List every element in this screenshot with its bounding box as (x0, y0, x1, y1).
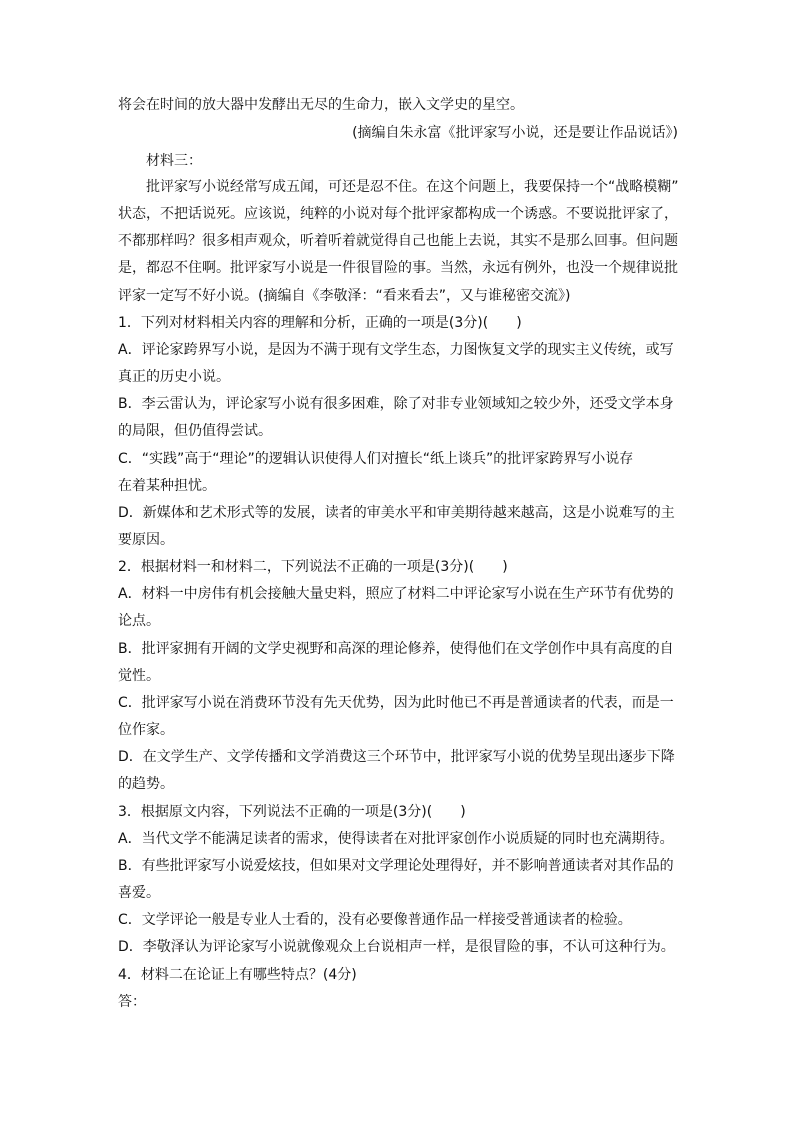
text-line: 状态，不把话说死。应该说，纯粹的小说对每个批评家都构成一个诱惑。不要说批评家了， (118, 206, 678, 222)
option-c-cont: 在着某种担忧。 (118, 478, 216, 494)
option-d-cont: 要原因。 (118, 532, 174, 548)
option-b-cont: 喜爱。 (118, 885, 160, 901)
option-a: A．材料一中房伟有机会接触大量史料，照应了材料二中评论家写小说在生产环节有优势的 (118, 586, 674, 602)
option-d: D．李敬泽认为评论家写小说就像观众上台说相声一样，是很冒险的事，不认可这种行为。 (118, 939, 675, 955)
option-a-cont: 论点。 (118, 613, 160, 629)
option-b-cont: 的局限，但仍值得尝试。 (118, 423, 272, 439)
section-heading: 材料三： (146, 153, 202, 169)
option-a: A．评论家跨界写小说，是因为不满于现有文学生态，力图恢复文学的现实主义传统，或写 (118, 342, 674, 358)
answer-label: 答： (118, 994, 146, 1010)
option-a: A．当代文学不能满足读者的需求，使得读者在对批评家创作小说质疑的同时也充满期待。 (118, 831, 674, 847)
option-b-cont: 觉性。 (118, 668, 160, 684)
text-line: 不都那样吗？很多相声观众，听着听着就觉得自己也能上去说，其实不是那么回事。但问题 (118, 233, 678, 249)
option-d-cont: 的趋势。 (118, 776, 174, 792)
option-c-cont: 位作家。 (118, 722, 174, 738)
option-b: B．李云雷认为，评论家写小说有很多困难，除了对非专业领域知之较少外，还受文学本身 (118, 396, 674, 412)
option-d: D．在文学生产、文学传播和文学消费这三个环节中，批评家写小说的优势呈现出逐步下降 (118, 749, 675, 765)
question-1: 1．下列对材料相关内容的理解和分析，正确的一项是(3分)( ) (118, 315, 522, 331)
option-d: D．新媒体和艺术形式等的发展，读者的审美水平和审美期待越来越高，这是小说难写的主 (118, 505, 675, 521)
option-b: B．批评家拥有开阔的文学史视野和高深的理论修养，使得他们在文学创作中具有高度的自 (118, 641, 674, 657)
text-line: 将会在时间的放大器中发酵出无尽的生命力，嵌入文学史的星空。 (118, 97, 524, 113)
question-4: 4．材料二在论证上有哪些特点？(4分) (118, 967, 357, 983)
option-b: B．有些批评家写小说爱炫技，但如果对文学理论处理得好，并不影响普通读者对其作品的 (118, 858, 674, 874)
option-c: C．批评家写小说在消费环节没有先天优势，因为此时他已不再是普通读者的代表，而是一 (118, 695, 674, 711)
text-line: 批评家写小说经常写成五闻，可还是忍不住。在这个问题上，我要保持一个“战略模糊” (146, 179, 679, 195)
option-c: C．文学评论一般是专业人士看的，没有必要像普通作品一样接受普通读者的检验。 (118, 912, 632, 928)
source-citation: (摘编自朱永富《批评家写小说，还是要让作品说话》) (352, 125, 678, 141)
question-2: 2．根据材料一和材料二，下列说法不正确的一项是(3分)( ) (118, 559, 508, 575)
option-c: C．“实践”高于“理论”的逻辑认识使得人们对擅长“纸上谈兵”的批评家跨界写小说存 (118, 451, 634, 467)
question-3: 3．根据原文内容，下列说法不正确的一项是(3分)( ) (118, 804, 466, 820)
text-line: 是，都忍不住啊。批评家写小说是一件很冒险的事。当然，永远有例外，也没一个规律说批 (118, 260, 678, 276)
source-citation: 评家一定写不好小说。(摘编自《李敬泽：“看来看去”，又与谁秘密交流》) (118, 288, 571, 304)
option-a-cont: 真正的历史小说。 (118, 369, 230, 385)
